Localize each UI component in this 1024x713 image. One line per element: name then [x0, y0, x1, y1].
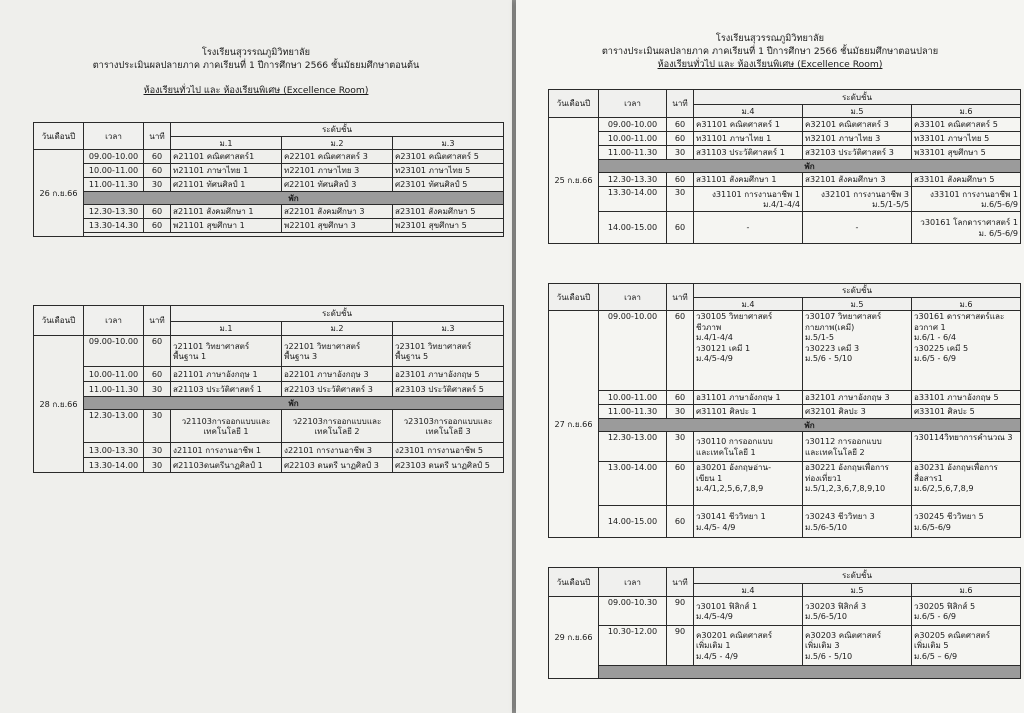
- time-cell: 13.30-14.00: [84, 458, 144, 473]
- col-level: ระดับชั้น: [694, 90, 1021, 105]
- right-table-29: [548, 567, 1021, 679]
- left-table-28: [33, 305, 504, 473]
- date-cell: 26 ก.ย.66: [34, 150, 84, 237]
- subject-cell: อ21101 ภาษาอังกฤษ 1: [171, 367, 282, 382]
- col-date: วันเดือนปี: [549, 568, 599, 597]
- subject-cell: ส33101 สังคมศึกษา 5: [912, 173, 1021, 187]
- subject-cell: ว22103การออกแบบและ เทคโนโลยี 2: [282, 410, 393, 443]
- min-cell: 60: [667, 506, 694, 538]
- subject-cell: ค21101 คณิตศาสตร์1: [171, 150, 282, 164]
- min-cell: 60: [144, 150, 171, 164]
- subject-cell: ท32101 ภาษาไทย 3: [803, 132, 912, 146]
- level-head: ม.6: [912, 298, 1021, 311]
- break-row: [549, 666, 1021, 679]
- min-cell: 30: [144, 410, 171, 443]
- subject-cell: พ33101 สุขศึกษา 5: [912, 146, 1021, 160]
- time-cell: 12.30-13.30: [84, 205, 144, 219]
- col-time: เวลา: [599, 90, 667, 118]
- table-row: [34, 410, 504, 443]
- right-rooms: ห้องเรียนทั่วไป และ ห้องเรียนพิเศษ (Excellence Room): [657, 59, 883, 70]
- break-label: พัก: [84, 192, 504, 205]
- level-head: ม.4: [694, 298, 803, 311]
- table-row: [549, 173, 1021, 187]
- subject-cell: ศ23101 ทัศนศิลป์ 5: [393, 178, 504, 192]
- subject-cell: ศ31101 ศิลปะ 1: [694, 405, 803, 419]
- time-cell: 09.00-10.00: [599, 311, 667, 391]
- time-cell: 10.30-12.00: [599, 626, 667, 666]
- col-date: วันเดือนปี: [549, 284, 599, 311]
- subject-cell: ส31103 ประวัติศาสตร์ 1: [694, 146, 803, 160]
- time-cell: 11.00-11.30: [84, 178, 144, 192]
- subject-cell: ส21103 ประวัติศาสตร์ 1: [171, 382, 282, 397]
- subject-cell: ค30205 คณิตศาสตร์ เพิ่มเติม 5 ม.6/5 – 6/9: [912, 626, 1021, 666]
- subject-cell: อ22101 ภาษาอังกฤษ 3: [282, 367, 393, 382]
- break-label: พัก: [84, 397, 504, 410]
- time-cell: 12.30-13.00: [599, 432, 667, 462]
- min-cell: 60: [667, 132, 694, 146]
- time-cell: 10.00-11.00: [599, 391, 667, 405]
- subject-cell: ส23103 ประวัติศาสตร์ 5: [393, 382, 504, 397]
- subject-cell: ว30161 ดาราศาสตร์และ อวกาศ 1 ม.6/1 - 6/4 ว30225 เคมี 5 ม.6/5 - 6/9: [912, 311, 1021, 391]
- time-cell: 10.00-11.00: [599, 132, 667, 146]
- time-cell: 13.00-13.30: [84, 443, 144, 458]
- table-row: [549, 626, 1021, 666]
- break-row: [549, 160, 1021, 173]
- subject-cell: ท23101 ภาษาไทย 5: [393, 164, 504, 178]
- subject-cell: ค22101 คณิตศาสตร์ 3: [282, 150, 393, 164]
- break-row: [34, 397, 504, 410]
- right-school-name: โรงเรียนสุวรรณภูมิวิทยาลัย: [715, 33, 825, 44]
- min-cell: 90: [667, 597, 694, 626]
- left-rooms: ห้องเรียนทั่วไป และ ห้องเรียนพิเศษ (Excellence Room): [143, 85, 369, 96]
- table-row: [549, 391, 1021, 405]
- table-row: [34, 178, 504, 192]
- min-cell: 60: [667, 118, 694, 132]
- time-cell: 09.00-10.00: [84, 336, 144, 367]
- time-cell: 14.00-15.00: [599, 212, 667, 244]
- subject-cell: -: [803, 212, 912, 244]
- col-min: นาที: [144, 123, 171, 150]
- time-cell: 09.00-10.00: [599, 118, 667, 132]
- table-row: [549, 132, 1021, 146]
- left-subtitle: ตารางประเมินผลปลายภาค ภาคเรียนที่ 1 ปีการศึกษา 2566 ชั้นมัธยมศึกษาตอนต้น: [92, 60, 420, 71]
- time-cell: 13.00-14.00: [599, 462, 667, 506]
- subject-cell: อ33101 ภาษาอังกฤษ 5: [912, 391, 1021, 405]
- time-cell: 09.00-10.30: [599, 597, 667, 626]
- time-cell: 11.00-11.30: [599, 146, 667, 160]
- subject-cell: ง21101 การงานอาชีพ 1: [171, 443, 282, 458]
- col-min: นาที: [144, 306, 171, 336]
- break-label: พัก: [599, 160, 1021, 173]
- level-head: ม.2: [282, 322, 393, 336]
- min-cell: 30: [667, 432, 694, 462]
- min-cell: 30: [667, 146, 694, 160]
- level-head: ม.4: [694, 584, 803, 597]
- subject-cell: ว21103การออกแบบและ เทคโนโลยี 1: [171, 410, 282, 443]
- subject-cell: ส31101 สังคมศึกษา 1: [694, 173, 803, 187]
- subject-cell: ค33101 คณิตศาสตร์ 5: [912, 118, 1021, 132]
- left-table-26: [33, 122, 504, 237]
- subject-cell: ว30112 การออกแบบ และเทคโนโลยี 2: [803, 432, 912, 462]
- subject-cell: ง32101 การงานอาชีพ 3 ม.5/1-5/5: [803, 187, 912, 212]
- subject-cell: ว30107 วิทยาศาสตร์ กายภาพ(เคมี) ม.5/1-5 ว30223 เคมี 3 ม.5/6 - 5/10: [803, 311, 912, 391]
- table-row: [34, 205, 504, 219]
- col-date: วันเดือนปี: [34, 123, 84, 150]
- subject-cell: ท22101 ภาษาไทย 3: [282, 164, 393, 178]
- min-cell: 60: [667, 391, 694, 405]
- col-min: นาที: [667, 284, 694, 311]
- subject-cell: -: [694, 212, 803, 244]
- subject-cell: ส22103 ประวัติศาสตร์ 3: [282, 382, 393, 397]
- table-row: [549, 405, 1021, 419]
- table-row: [549, 212, 1021, 244]
- subject-cell: ว23103การออกแบบและ เทคโนโลยี 3: [393, 410, 504, 443]
- col-min: นาที: [667, 568, 694, 597]
- subject-cell: ว30101 ฟิสิกส์ 1 ม.4/5-4/9: [694, 597, 803, 626]
- table-row: [549, 432, 1021, 462]
- time-cell: 09.00-10.00: [84, 150, 144, 164]
- min-cell: 60: [667, 462, 694, 506]
- subject-cell: ส23101 สังคมศึกษา 5: [393, 205, 504, 219]
- subject-cell: ค31101 คณิตศาสตร์ 1: [694, 118, 803, 132]
- subject-cell: ง31101 การงานอาชีพ 1 ม.4/1-4/4: [694, 187, 803, 212]
- table-row: [34, 458, 504, 473]
- level-head: ม.6: [912, 584, 1021, 597]
- break-row: [34, 192, 504, 205]
- min-cell: 60: [144, 367, 171, 382]
- right-subtitle: ตารางประเมินผลปลายภาค ภาคเรียนที่ 1 ปีการศึกษา 2566 ชั้นมัธยมศึกษาตอนปลาย: [601, 46, 939, 57]
- min-cell: 60: [667, 173, 694, 187]
- date-cell: 28 ก.ย.66: [34, 336, 84, 473]
- subject-cell: ง33101 การงานอาชีพ 1 ม.6/5-6/9: [912, 187, 1021, 212]
- subject-cell: ส32101 สังคมศึกษา 3: [803, 173, 912, 187]
- min-cell: 30: [144, 178, 171, 192]
- table-row: [34, 219, 504, 233]
- min-cell: 60: [144, 336, 171, 367]
- subject-cell: อ30231 อังกฤษเพื่อการ สื่อสาร1 ม.6/2,5,6,7,8,9: [912, 462, 1021, 506]
- date-cell: 25 ก.ย.66: [549, 118, 599, 244]
- break-label: พัก: [599, 419, 1021, 432]
- level-head: ม.3: [393, 137, 504, 150]
- right-sheet: [516, 0, 1024, 713]
- subject-cell: ว30243 ชีววิทยา 3 ม.5/6-5/10: [803, 506, 912, 538]
- table-row: [34, 382, 504, 397]
- table-row: [549, 462, 1021, 506]
- subject-cell: ศ21103ดนตรีนาฏศิลป์ 1: [171, 458, 282, 473]
- table-row: [549, 146, 1021, 160]
- subject-cell: อ32101 ภาษาอังกฤษ 3: [803, 391, 912, 405]
- subject-cell: ว30161 โลกดาราศาสตร์ 1 ม. 6/5-6/9: [912, 212, 1021, 244]
- time-cell: 10.00-11.00: [84, 164, 144, 178]
- subject-cell: ศ22101 ทัศนศิลป์ 3: [282, 178, 393, 192]
- subject-cell: ว22101 วิทยาศาสตร์ พื้นฐาน 3: [282, 336, 393, 367]
- col-level: ระดับชั้น: [171, 123, 504, 137]
- subject-cell: ศ21101 ทัศนศิลป์ 1: [171, 178, 282, 192]
- min-cell: 60: [144, 205, 171, 219]
- time-cell: 10.00-11.00: [84, 367, 144, 382]
- subject-cell: อ31101 ภาษาอังกฤษ 1: [694, 391, 803, 405]
- subject-cell: ท33101 ภาษาไทย 5: [912, 132, 1021, 146]
- level-head: ม.5: [803, 105, 912, 118]
- level-head: ม.6: [912, 105, 1021, 118]
- subject-cell: ศ23103 ดนตรี นาฏศิลป์ 5: [393, 458, 504, 473]
- col-date: วันเดือนปี: [549, 90, 599, 118]
- date-cell: 29 ก.ย.66: [549, 597, 599, 679]
- min-cell: 30: [144, 458, 171, 473]
- subject-cell: ว23101 วิทยาศาสตร์ พื้นฐาน 5: [393, 336, 504, 367]
- level-head: ม.3: [393, 322, 504, 336]
- min-cell: 90: [667, 626, 694, 666]
- subject-cell: อ30221 อังกฤษเพื่อการ ท่องเที่ยว1 ม.5/1,2,3,6,7,8,9,10: [803, 462, 912, 506]
- left-school-name: โรงเรียนสุวรรณภูมิวิทยาลัย: [201, 47, 311, 58]
- subject-cell: ว30110 การออกแบบ และเทคโนโลยี 1: [694, 432, 803, 462]
- table-row: [549, 506, 1021, 538]
- table-row: [549, 597, 1021, 626]
- level-head: ม.5: [803, 298, 912, 311]
- min-cell: 60: [667, 311, 694, 391]
- time-cell: 13.30-14.00: [599, 187, 667, 212]
- subject-cell: ว30203 ฟิสิกส์ 3 ม.5/6-5/10: [803, 597, 912, 626]
- date-cell: 27 ก.ย.66: [549, 311, 599, 538]
- break-row: [549, 419, 1021, 432]
- min-cell: 60: [144, 219, 171, 233]
- subject-cell: ส22101 สังคมศึกษา 3: [282, 205, 393, 219]
- col-time: เวลา: [599, 568, 667, 597]
- subject-cell: ศ33101 ศิลปะ 5: [912, 405, 1021, 419]
- time-cell: 14.00-15.00: [599, 506, 667, 538]
- subject-cell: อ30201 อังกฤษอ่าน- เขียน 1 ม.4/1,2,5,6,7,8,9: [694, 462, 803, 506]
- subject-cell: ค30201 คณิตศาสตร์ เพิ่มเติม 1 ม.4/5 - 4/9: [694, 626, 803, 666]
- subject-cell: พ23101 สุขศึกษา 5: [393, 219, 504, 233]
- level-head: ม.1: [171, 137, 282, 150]
- subject-cell: ง23101 การงานอาชีพ 5: [393, 443, 504, 458]
- subject-cell: ว30105 วิทยาศาสตร์ ชีวภาพ ม.4/1-4/4 ว30121 เคมี 1 ม.4/5-4/9: [694, 311, 803, 391]
- table-row: [34, 150, 504, 164]
- subject-cell: ว30141 ชีววิทยา 1 ม.4/5- 4/9: [694, 506, 803, 538]
- table-row: [549, 187, 1021, 212]
- subject-cell: ศ22103 ดนตรี นาฏศิลป์ 3: [282, 458, 393, 473]
- min-cell: 30: [144, 443, 171, 458]
- time-cell: 13.30-14.30: [84, 219, 144, 233]
- right-table-25: [548, 89, 1021, 244]
- min-cell: 30: [144, 382, 171, 397]
- subject-cell: ท21101 ภาษาไทย 1: [171, 164, 282, 178]
- subject-cell: ว30205 ฟิสิกส์ 5 ม.6/5 - 6/9: [912, 597, 1021, 626]
- col-time: เวลา: [84, 123, 144, 150]
- subject-cell: ส21101 สังคมศึกษา 1: [171, 205, 282, 219]
- subject-cell: ค23101 คณิตศาสตร์ 5: [393, 150, 504, 164]
- col-time: เวลา: [84, 306, 144, 336]
- time-cell: 12.30-13.00: [84, 410, 144, 443]
- col-level: ระดับชั้น: [694, 568, 1021, 584]
- table-row: [34, 367, 504, 382]
- col-level: ระดับชั้น: [171, 306, 504, 322]
- subject-cell: ว21101 วิทยาศาสตร์ พื้นฐาน 1: [171, 336, 282, 367]
- min-cell: 30: [667, 405, 694, 419]
- level-head: ม.2: [282, 137, 393, 150]
- subject-cell: ว30114วิทยาการคำนวณ 3: [912, 432, 1021, 462]
- subject-cell: ว30245 ชีววิทยา 5 ม.6/5-6/9: [912, 506, 1021, 538]
- left-header: [0, 46, 512, 97]
- table-row: [34, 336, 504, 367]
- time-cell: 11.00-11.30: [84, 382, 144, 397]
- col-min: นาที: [667, 90, 694, 118]
- level-head: ม.1: [171, 322, 282, 336]
- subject-cell: ง22101 การงานอาชีพ 3: [282, 443, 393, 458]
- subject-cell: ศ32101 ศิลปะ 3: [803, 405, 912, 419]
- subject-cell: พ22101 สุขศึกษา 3: [282, 219, 393, 233]
- time-cell: 11.00-11.30: [599, 405, 667, 419]
- min-cell: 30: [667, 187, 694, 212]
- table-row: [34, 164, 504, 178]
- right-header: [516, 32, 1024, 71]
- right-table-27: [548, 283, 1021, 538]
- level-head: ม.4: [694, 105, 803, 118]
- min-cell: 60: [144, 164, 171, 178]
- subject-cell: อ23101 ภาษาอังกฤษ 5: [393, 367, 504, 382]
- col-time: เวลา: [599, 284, 667, 311]
- subject-cell: ค32101 คณิตศาสตร์ 3: [803, 118, 912, 132]
- level-head: ม.5: [803, 584, 912, 597]
- subject-cell: ค30203 คณิตศาสตร์ เพิ่มเติม 3 ม.5/6 - 5/10: [803, 626, 912, 666]
- table-row: [34, 443, 504, 458]
- col-date: วันเดือนปี: [34, 306, 84, 336]
- time-cell: 12.30-13.30: [599, 173, 667, 187]
- subject-cell: พ21101 สุขศึกษา 1: [171, 219, 282, 233]
- table-row: [549, 311, 1021, 391]
- table-row: [549, 118, 1021, 132]
- subject-cell: ส32103 ประวัติศาสตร์ 3: [803, 146, 912, 160]
- col-level: ระดับชั้น: [694, 284, 1021, 298]
- subject-cell: ท31101 ภาษาไทย 1: [694, 132, 803, 146]
- min-cell: 60: [667, 212, 694, 244]
